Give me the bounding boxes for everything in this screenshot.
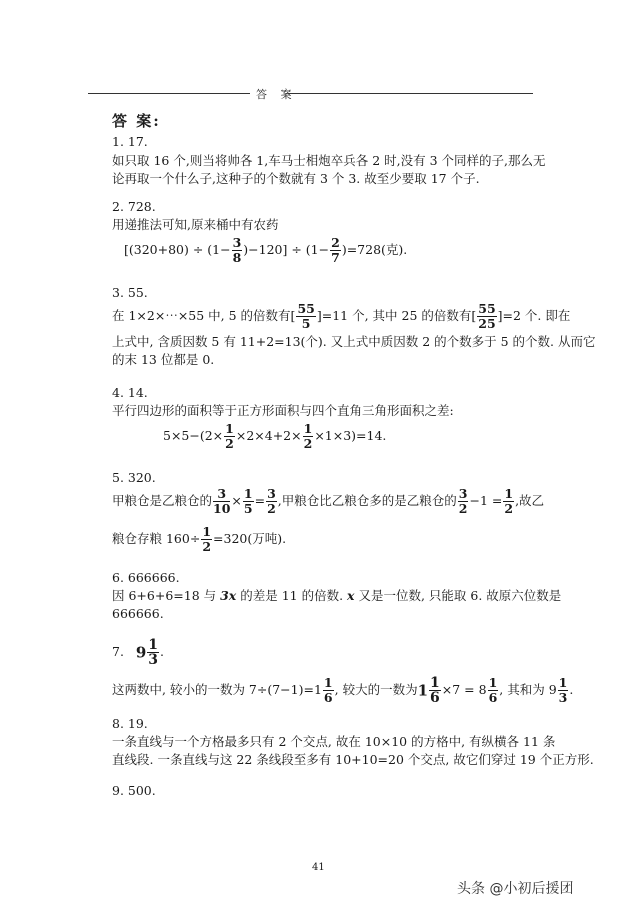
q7-number: 7. 9 $\frac{1}{3}$ . [112, 637, 165, 668]
q4-formula: 5×5−(2× $\frac{1}{2}$ ×2×4+2× $\frac{1}{2}$ ×1×3)=14. [163, 421, 387, 451]
q4-line-1: 平行四边形的面积等于正方形面积与四个直角三角形面积之差: [112, 403, 454, 418]
q8-number: 8. 19. [112, 716, 148, 731]
fraction: $\frac{3}{2}$ [267, 486, 276, 516]
q5-line-2: 粮仓存粮 160÷ $\frac{1}{2}$ =320(万吨). [112, 524, 287, 554]
q3-line-3: 的末 13 位都是 0. [112, 352, 215, 367]
q9-number: 9. 500. [112, 783, 156, 798]
fraction: $\frac{3}{2}$ [458, 486, 468, 516]
fraction: $\frac{3}{8}$ [232, 235, 242, 265]
q5-line-1: 甲粮仓是乙粮仓的 $\frac{3}{10}$ × $\frac{1}{5}$ = $\frac{3}{2}$ ,甲粮仓比乙粮仓多的是乙粮仓的 $\frac{3}{2}$ −1 = $\frac{1}{2}$ ,故乙 [112, 486, 545, 516]
q2-number: 2. 728. [112, 199, 156, 214]
q1-number: 1. 17. [112, 134, 148, 149]
q2-line-1: 用递推法可知,原来桶中有农药 [112, 217, 279, 232]
fraction: $\frac{1}{2}$ [202, 524, 212, 554]
fraction: $\frac{55}{5}$ [297, 301, 315, 331]
q2-formula: [(320+80) ÷ (1− $\frac{3}{8}$ )−120] ÷ (1− $\frac{2}{7}$ )=728(克). [124, 235, 408, 265]
fraction: $\frac{1}{2}$ [303, 421, 313, 451]
fraction: $\frac{55}{25}$ [478, 301, 496, 331]
header-rule-left [88, 93, 250, 94]
q3-number: 3. 55. [112, 285, 148, 300]
q1-line-2: 论再取一个什么子,这种子的个数就有 3 个 3. 故至少要取 17 个子. [112, 171, 480, 186]
fraction: $\frac{1}{5}$ [243, 486, 253, 516]
fraction: $\frac{1}{2}$ [504, 486, 514, 516]
q4-number: 4. 14. [112, 385, 148, 400]
q7-line-1: 这两数中, 较小的一数为 7÷(7−1)=1 $\frac{1}{6}$ , 较大的一数为1 $\frac{1}{6}$ ×7 = 8 $\frac{1}{6}$ , 其和为 9 $\frac{1}{3}$ . [112, 675, 574, 706]
q3-line-1: 在 1×2×⋯×55 中, 5 的倍数有[ $\frac{55}{5}$ ]=11 个, 其中 25 的倍数有[ $\frac{55}{25}$ ]=2 个. 即在 [112, 301, 571, 331]
answer-header [88, 86, 533, 100]
answers-heading: 答 案: [112, 112, 161, 130]
page-number: 41 [312, 862, 325, 873]
q8-line-2: 直线段. 一条直线与这 22 条线段至多有 10+10=20 个交点, 故它们穿过 19 个正方形. [112, 752, 594, 767]
q8-line-1: 一条直线与一个方格最多只有 2 个交点, 故在 10×10 的方格中, 有纵横各 11 条 [112, 734, 556, 749]
q1-line-1: 如只取 16 个,则当将帅各 1,车马士相炮卒兵各 2 时,没有 3 个同样的子,那么无 [112, 153, 546, 168]
q6-number: 6. 666666. [112, 570, 180, 585]
q5-number: 5. 320. [112, 470, 156, 485]
q3-line-2: 上式中, 含质因数 5 有 11+2=13(个). 又上式中质因数 2 的个数多于 5 的个数. 从而它 [112, 334, 596, 349]
q6-line-1: 因 6+6+6=18 与 3x 的差是 11 的倍数. x 又是一位数, 只能取 6. 故原六位数是 [112, 588, 562, 603]
q6-line-2: 666666. [112, 606, 164, 621]
header-title: 答 案 [256, 88, 297, 101]
header-rule-right [288, 93, 533, 94]
fraction: $\frac{1}{2}$ [225, 421, 234, 451]
watermark: 头条 @小初后援团 [457, 881, 574, 897]
fraction: $\frac{3}{10}$ [213, 486, 231, 516]
fraction: $\frac{2}{7}$ [331, 235, 340, 265]
